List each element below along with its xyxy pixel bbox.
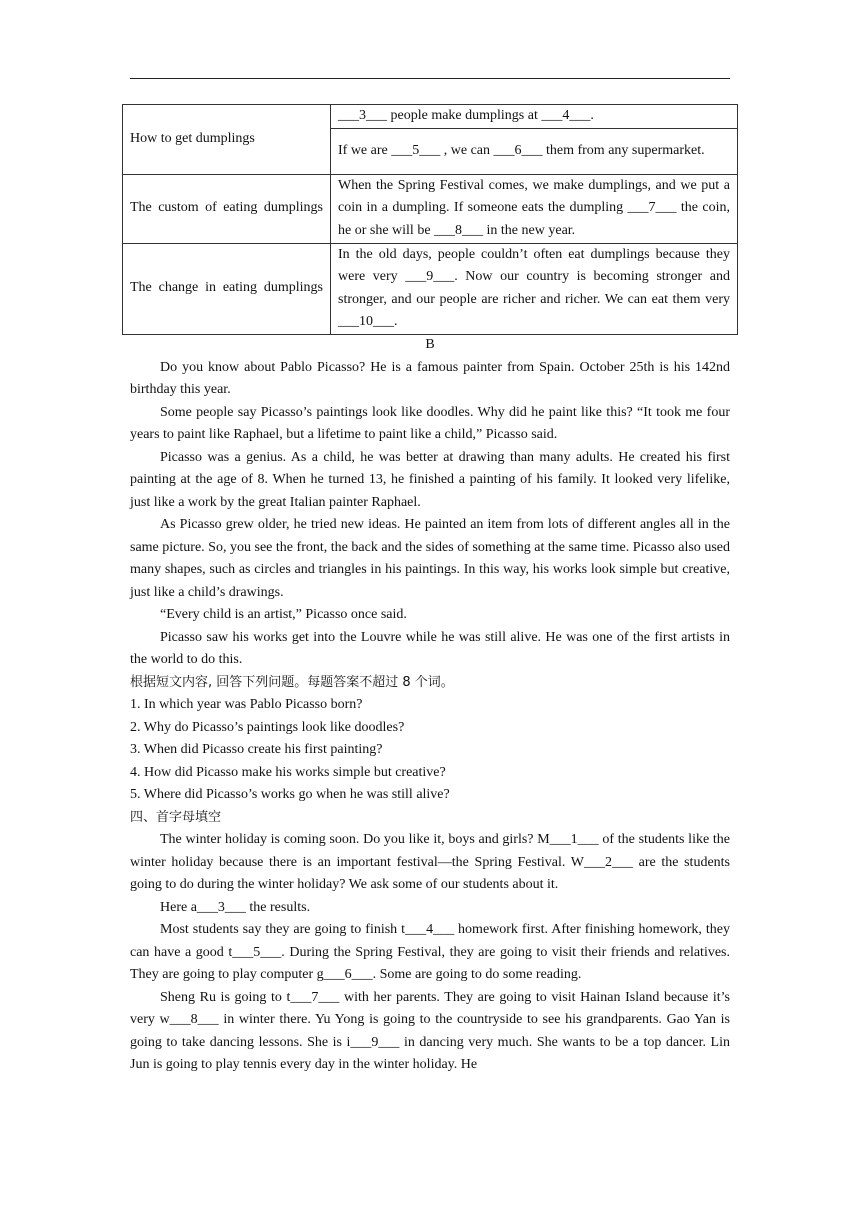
- table-cell: In the old days, people couldn’t often eat dumplings because they were very ___9___. Now our country is becoming stronger and stronger, and our people are richer and richer. We can eat them very ___10___.: [331, 243, 738, 334]
- document-body: [130, 334, 730, 1077]
- table-row: [123, 243, 738, 334]
- paragraph: The winter holiday is coming soon. Do you like it, boys and girls? M___1___ of the students like the winter holiday because there is an important festival—the Spring Festival. W___2___ are the students going to do during the winter holiday? We ask some of our students about it.: [130, 832, 730, 892]
- question: 5. Where did Picasso’s works go when he was still alive?: [130, 787, 450, 802]
- paragraph: As Picasso grew older, he tried new ideas. He painted an item from lots of different angles all in the same picture. So, you see the front, the back and the sides of something at the same time. Picasso also used many shapes, such as circles and triangles in his paintings. In this way, his works look simple but creative, just like a child’s drawings.: [130, 517, 730, 600]
- question: 4. How did Picasso make his works simple but creative?: [130, 764, 446, 780]
- header-rule: [130, 78, 730, 79]
- paragraph: Sheng Ru is going to t___7___ with her parents. They are going to visit Hainan Island because it’s very w___8___ in winter there. Yu Yong is going to the countryside to see his grandparents. Gao Yan is going to take dancing lessons. She is i___9___ in dancing very much. She wants to be a top dancer. Lin Jun is going to play tennis every day in the winter holiday. He: [130, 989, 730, 1072]
- table-row-label: How to get dumplings: [123, 105, 331, 175]
- instruction: 根据短文内容, 回答下列问题。每题答案不超过 8 个词。: [130, 674, 454, 690]
- table-row: [123, 105, 738, 129]
- paragraph: Do you know about Pablo Picasso? He is a famous painter from Spain. October 25th is his 142nd birthday this year.: [130, 359, 730, 397]
- paragraph: “Every child is an artist,” Picasso once said.: [160, 607, 407, 622]
- table-cell: If we are ___5___ , we can ___6___ them from any supermarket.: [331, 128, 738, 174]
- paragraph: Picasso saw his works get into the Louvre while he was still alive. He was one of the first artists in the world to do this.: [130, 629, 730, 667]
- table-row: [123, 174, 738, 243]
- table-row-label: The change in eating dumplings: [123, 243, 331, 334]
- paragraph: Picasso was a genius. As a child, he was better at drawing than many adults. He created his first painting at the age of 8. When he turned 13, he finished a painting of his family. It looked very lifelike, just like a work by the great Italian painter Raphael.: [130, 449, 730, 510]
- question: 1. In which year was Pablo Picasso born?: [130, 697, 363, 712]
- table-cell: When the Spring Festival comes, we make dumplings, and we put a coin in a dumpling. If someone eats the dumpling ___7___ the coin, he or she will be ___8___ in the new year.: [331, 174, 738, 243]
- section-heading: B: [425, 337, 435, 352]
- dumplings-table: [122, 104, 738, 335]
- question: 2. Why do Picasso’s paintings look like doodles?: [130, 719, 405, 735]
- paragraph: Here a___3___ the results.: [160, 899, 311, 915]
- question: 3. When did Picasso create his first painting?: [130, 742, 383, 757]
- table-row-label: The custom of eating dumplings: [123, 174, 331, 243]
- table-cell: ___3___ people make dumplings at ___4___.: [331, 105, 738, 129]
- paragraph: Some people say Picasso’s paintings look like doodles. Why did he paint like this? “It took me four years to paint like Raphael, but a lifetime to paint like a child,” Picasso said.: [130, 404, 730, 442]
- section-heading: 四、首字母填空: [130, 809, 222, 825]
- paragraph: Most students say they are going to finish t___4___ homework first. After finishing homework, they can have a good t___5___. During the Spring Festival, they are going to visit their friends and relatives. They are going to play computer g___6___. Some are going to do some reading.: [130, 922, 730, 982]
